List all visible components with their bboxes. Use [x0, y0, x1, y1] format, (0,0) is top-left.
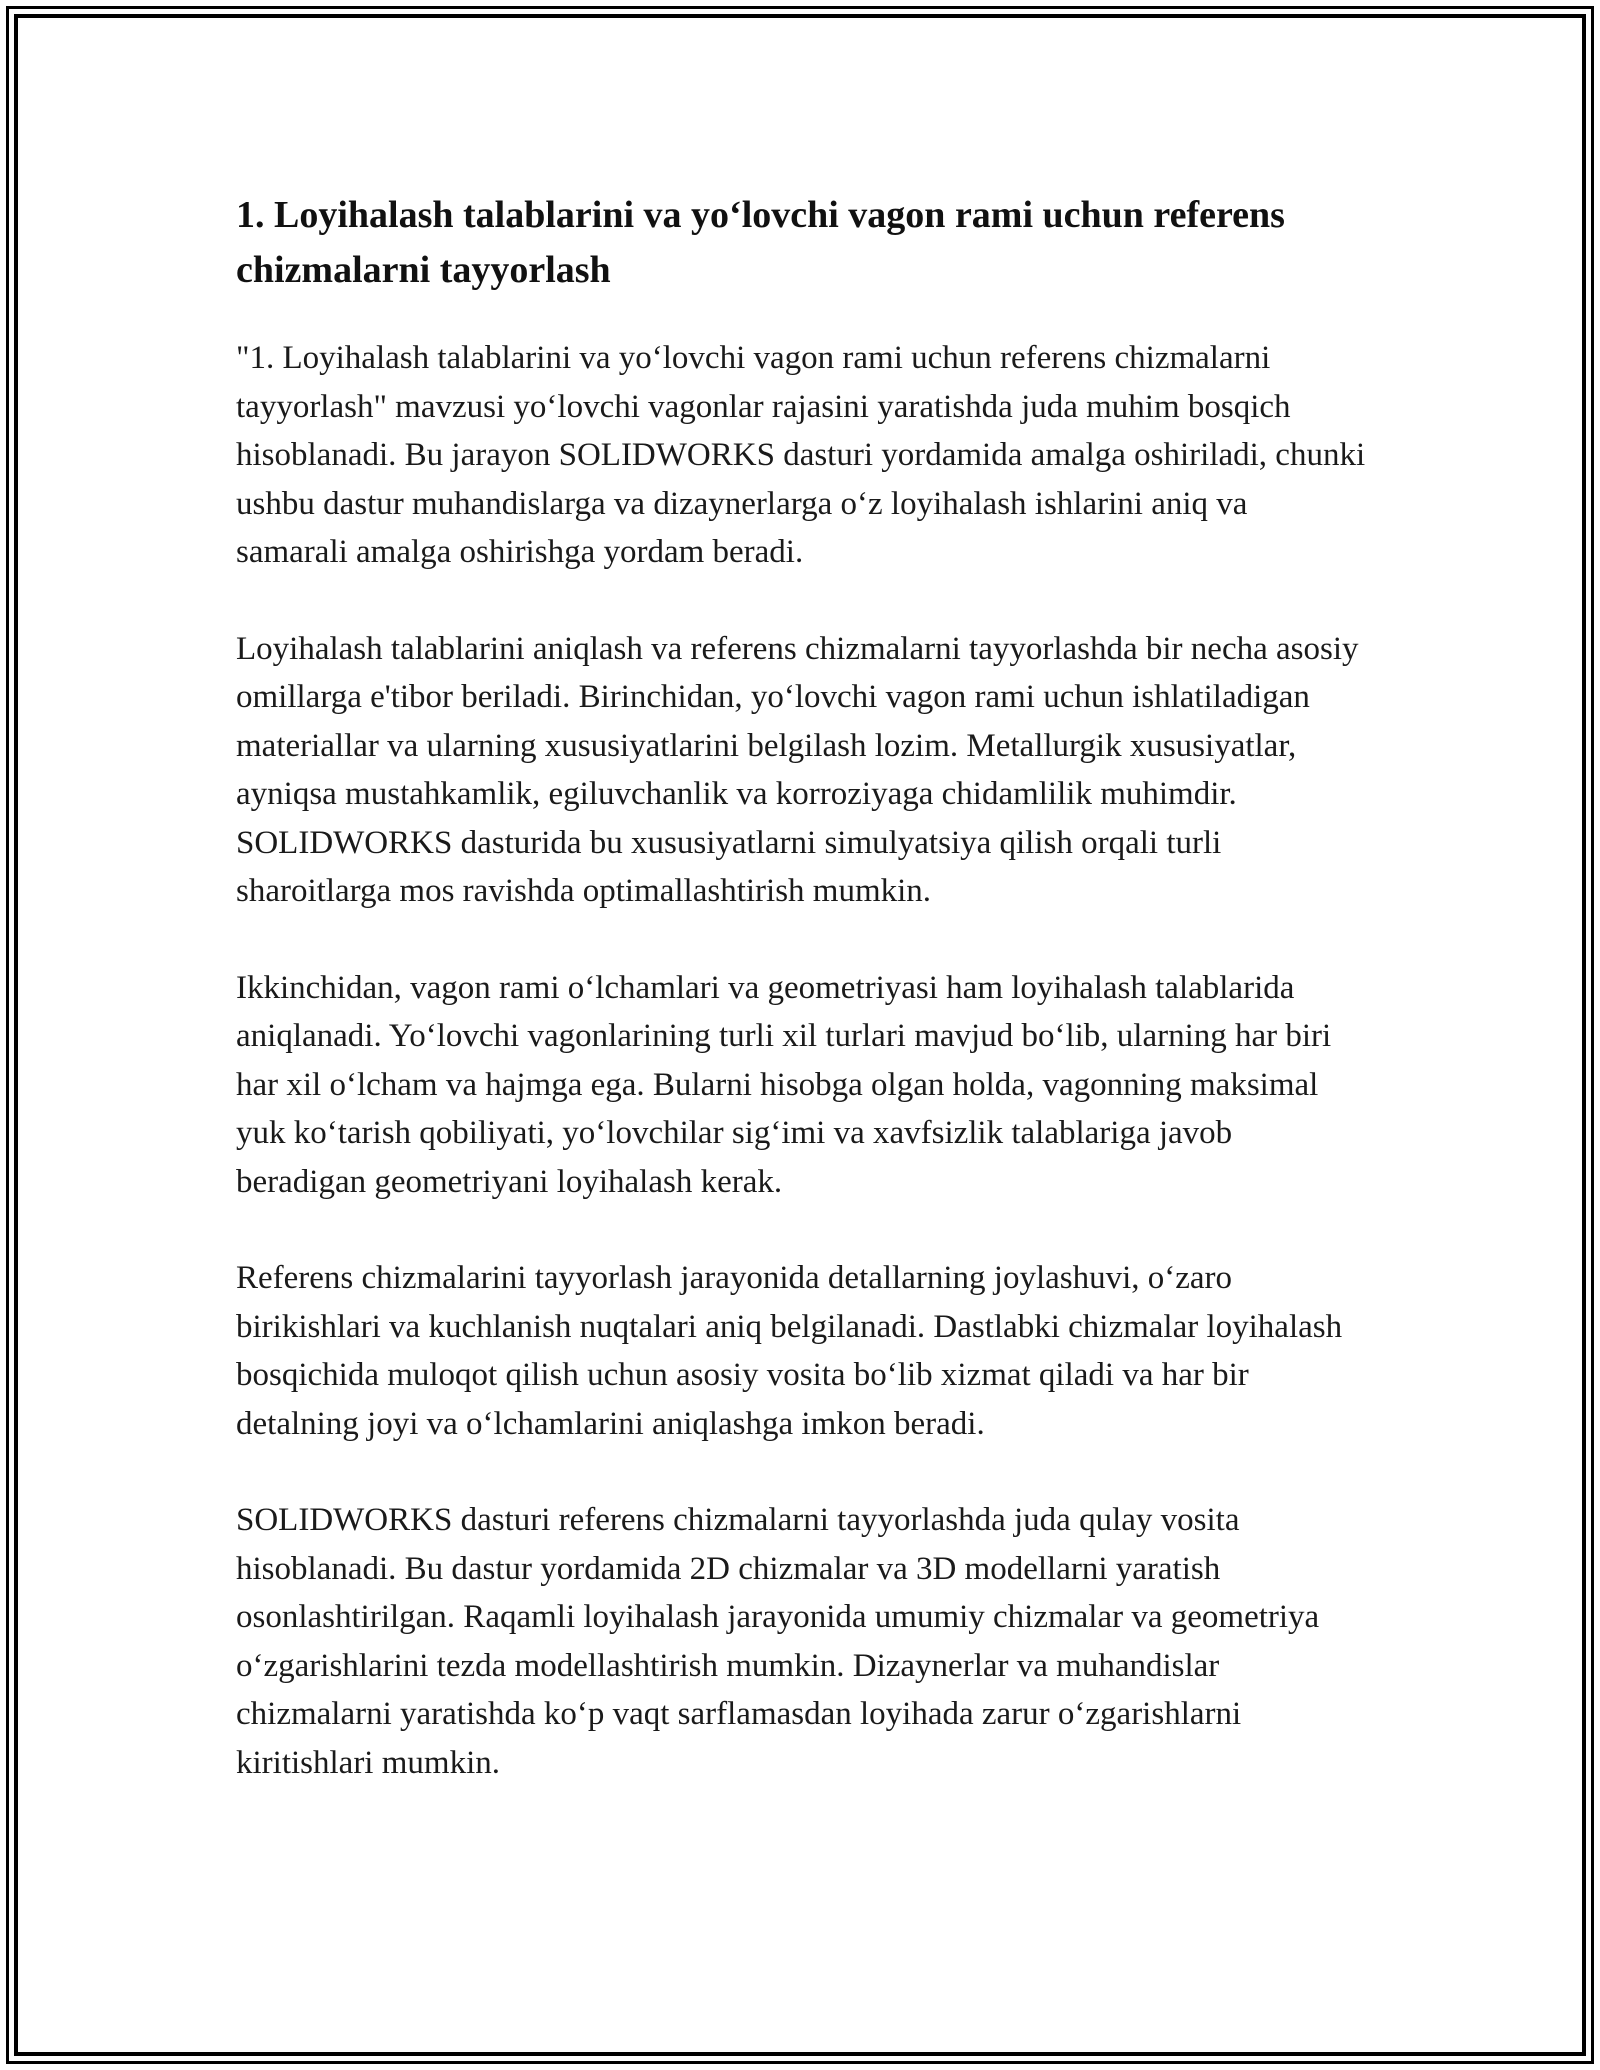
paragraph-requirements: Loyihalash talablarini aniqlash va referens chizmalarni tayyorlashda bir necha asosiy omillarga e'tibor beriladi. Birinchidan, yo‘lovchi vagon rami uchun ishlatiladigan materiallar va ularning xususiyatlarini belgilash lozim. Metallurgik xususiyatlar, ayniqsa mustahkamlik, egiluvchanlik va korroziyaga chidamlilik muhimdir. SOLIDWORKS dasturida bu xususiyatlarni simulyatsiya qilish orqali turli sharoitlarga mos ravishda optimallashtirish mumkin. — [236, 630, 1359, 909]
paragraph-geometry: Ikkinchidan, vagon rami o‘lchamlari va geometriyasi ham loyihalash talablarida aniqlanadi. Yo‘lovchi vagonlarining turli xil turlari mavjud bo‘lib, ularning har biri har xil o‘lcham va hajmga ega. Bularni hisobga olgan holda, vagonning maksimal yuk ko‘tarish qobiliyati, yo‘lovchilar sig‘imi va xavfsizlik talablariga javob beradigan geometriyani loyihalash kerak. — [236, 969, 1332, 1200]
paragraph-intro: "1. Loyihalash talablarini va yo‘lovchi vagon rami uchun referens chizmalarni tayyorlash" mavzusi yo‘lovchi vagonlar rajasini yaratishda juda muhim bosqich hisoblanadi. Bu jarayon SOLIDWORKS dasturi yordamida amalga oshiriladi, chunki ushbu dastur muhandislarga va dizaynerlarga o‘z loyihalash ishlarini aniq va samarali amalga oshirishga yordam beradi. — [236, 340, 1366, 570]
document-body — [236, 188, 1366, 1835]
document-title: 1. Loyihalash talablarini va yo‘lovchi vagon rami uchun referens chizmalarni tayyorlash — [236, 194, 1285, 291]
paragraph-solidworks: SOLIDWORKS dasturi referens chizmalarni tayyorlashda juda qulay vosita hisoblanadi. Bu dastur yordamida 2D chizmalar va 3D modellarni yaratish osonlashtirilgan. Raqamli loyihalash jarayonida umumiy chizmalar va geometriya o‘zgarishlarini tezda modellashtirish mumkin. Dizaynerlar va muhandislar chizmalarni yaratishda ko‘p vaqt sarflamasdan loyihada zarur o‘zgarishlarni kiritishlari mumkin. — [236, 1502, 1320, 1781]
paragraph-reference-drawings: Referens chizmalarini tayyorlash jarayonida detallarning joylashuvi, o‘zaro birikishlari va kuchlanish nuqtalari aniq belgilanadi. Dastlabki chizmalar loyihalash bosqichida muloqot qilish uchun asosiy vosita bo‘lib xizmat qiladi va har bir detalning joyi va o‘lchamlarini aniqlashga imkon beradi. — [236, 1260, 1343, 1442]
